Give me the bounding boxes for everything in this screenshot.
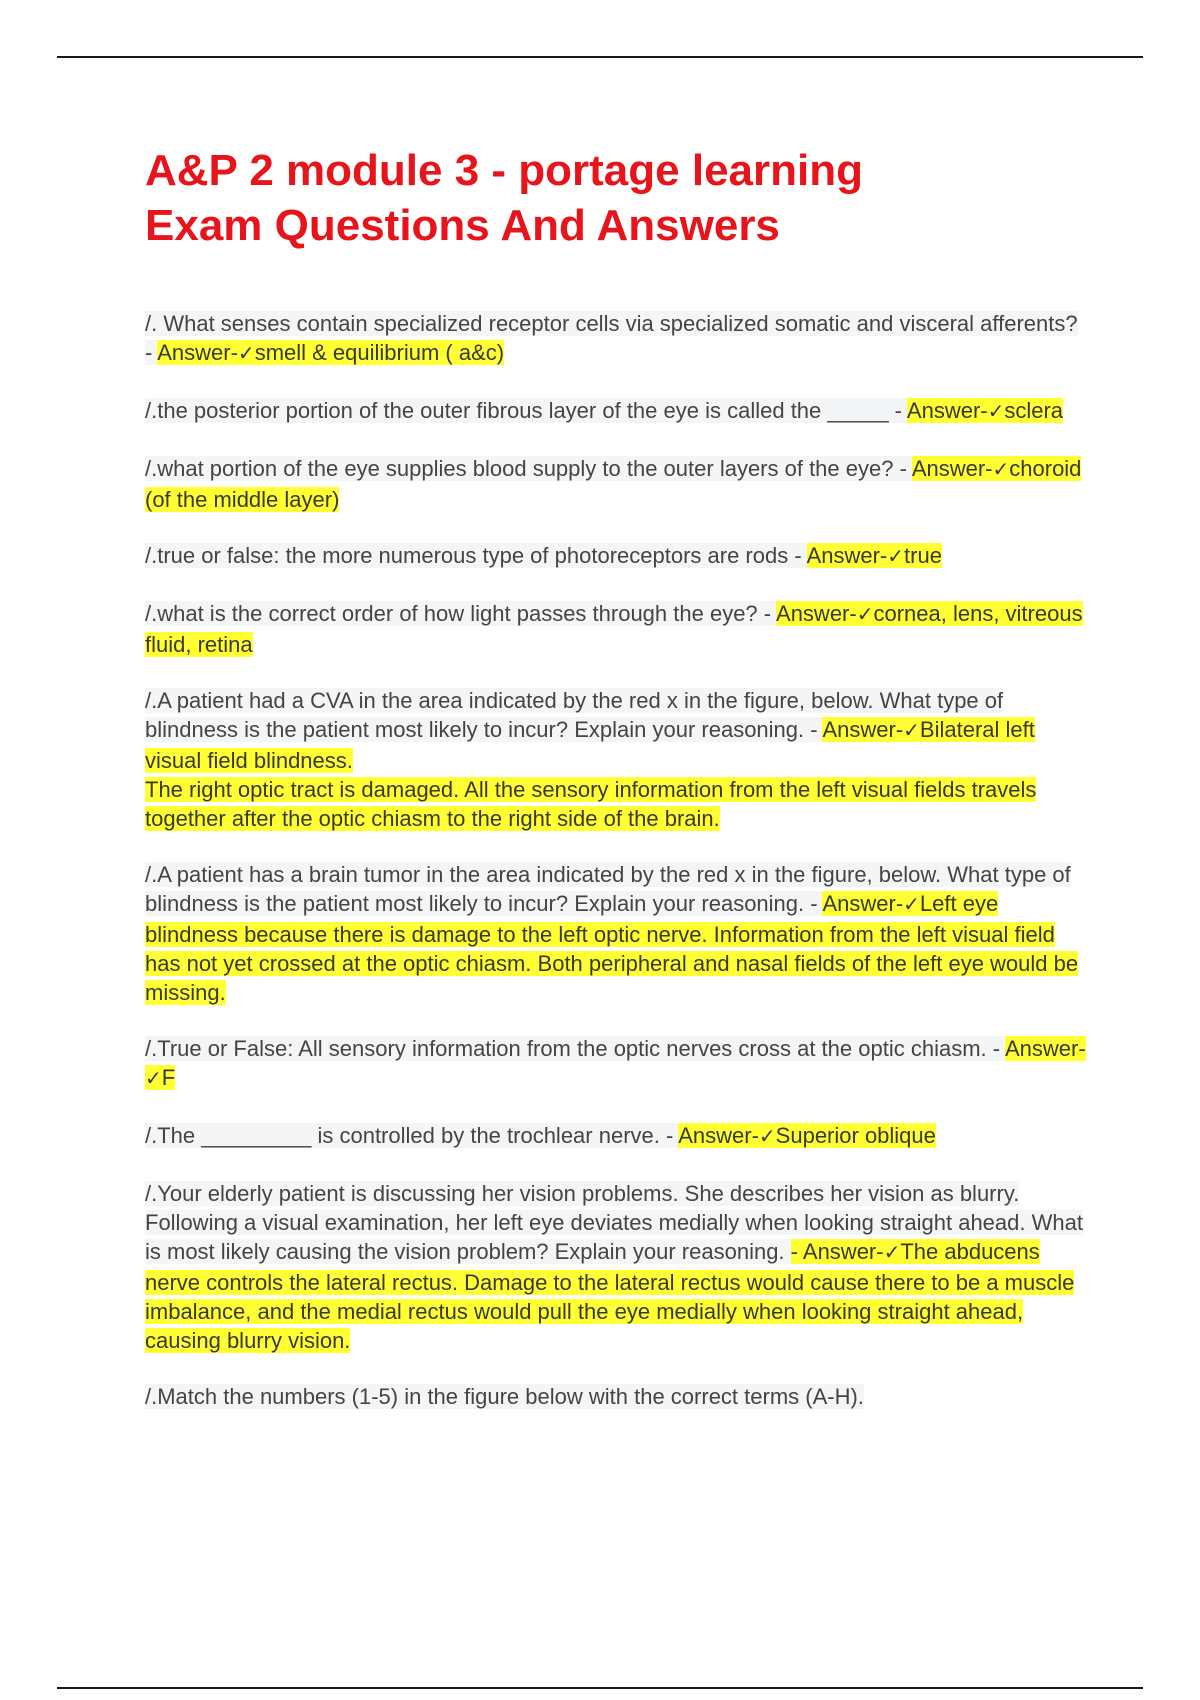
check-icon: ✓ — [987, 401, 1005, 423]
question-text: /.The _________ is controlled by the trochlear nerve. - — [145, 1123, 679, 1148]
qa-item — [145, 1382, 1090, 1411]
question-text: /.what portion of the eye supplies blood supply to the outer layers of the eye? - — [145, 456, 912, 481]
question-text: /.Your elderly patient is discussing her vision problems. She describes her vision as blurry. Following a visual examination, her left eye deviates medially when looking straight ahead. What is most likely causing the vision problem? Explain your reasoning. — [145, 1181, 1083, 1264]
answer-value: Left eye blindness because there is damage to the left optic nerve. Information from the left visual field has not yet crossed at the optic chiasm. Both peripheral and nasal fields of the left eye would be missing. — [145, 891, 1079, 1005]
check-icon: ✓ — [903, 720, 920, 742]
question-text: /.A patient has a brain tumor in the area indicated by the red x in the figure, below. What type of blindness is the patient most likely to incur? Explain your reasoning. - — [145, 862, 1071, 916]
answer-label: Answer- — [157, 340, 238, 365]
check-icon: ✓ — [856, 604, 874, 626]
answer-value: Bilateral left visual field blindness. — [145, 717, 1035, 773]
answer-label: Answer- — [906, 398, 988, 423]
answer-label: Answer- — [911, 456, 993, 481]
question-text: /.the posterior portion of the outer fibrous layer of the eye is called the _____ - — [145, 398, 907, 423]
answer-text — [678, 1123, 936, 1148]
check-icon: ✓ — [992, 459, 1010, 481]
answer-value: sclera — [1004, 398, 1064, 423]
question-text: /.true or false: the more numerous type of photoreceptors are rods - — [145, 543, 807, 568]
question-text: /.A patient had a CVA in the area indicated by the red x in the figure, below. What type of blindness is the patient most likely to incur? Explain your reasoning. - — [145, 688, 1004, 742]
check-icon: ✓ — [883, 1242, 901, 1264]
qa-item — [145, 396, 1090, 427]
document-title — [145, 143, 863, 253]
bottom-rule — [57, 1687, 1143, 1689]
answer-label: Answer- — [822, 891, 904, 916]
check-icon: ✓ — [758, 1126, 776, 1148]
question-text: /. What senses contain specialized receptor cells via specialized somatic and visceral afferents? - — [145, 311, 1078, 365]
title-line-1: A&P 2 module 3 - portage learning — [145, 146, 863, 195]
answer-value: The abducens nerve controls the lateral rectus. Damage to the lateral rectus would cause there to be a muscle imbalance, and the medial rectus would pull the eye medially when looking straight ahead, causing blurry vision. — [145, 1239, 1075, 1353]
qa-item — [145, 454, 1090, 514]
question-text: /.what is the correct order of how light passes through the eye? - — [145, 601, 777, 626]
qa-item — [145, 1034, 1090, 1094]
qa-item — [145, 599, 1090, 659]
qa-item — [145, 541, 1090, 572]
answer-label: Answer- — [806, 543, 888, 568]
qa-item — [145, 686, 1090, 833]
top-rule — [57, 56, 1143, 58]
qa-item — [145, 309, 1090, 369]
answer-label: Answer- — [1004, 1036, 1086, 1061]
check-icon: ✓ — [903, 894, 920, 916]
answer-label: Answer- — [802, 1239, 884, 1264]
qa-item — [145, 1179, 1090, 1355]
answer-value: cornea, lens, vitreous fluid, retina — [145, 601, 1083, 657]
answer-value: true — [904, 543, 942, 568]
check-icon: ✓ — [887, 546, 905, 568]
question-text: /.Match the numbers (1-5) in the figure below with the correct terms (A-H). — [145, 1384, 864, 1409]
answer-text — [807, 543, 942, 568]
title-line-2: Exam Questions And Answers — [145, 201, 780, 250]
answer-value: Superior oblique — [775, 1123, 936, 1148]
qa-item — [145, 1121, 1090, 1152]
check-icon: ✓ — [237, 343, 255, 365]
answer-explanation: The right optic tract is damaged. All the sensory information from the left visual fields travels together after the optic chiasm to the right side of the brain. — [145, 777, 1037, 831]
check-icon: ✓ — [145, 1068, 162, 1090]
answer-prefix: - — [790, 1239, 803, 1264]
answer-label: Answer- — [822, 717, 904, 742]
answer-text — [907, 398, 1063, 423]
answer-value: smell & equilibrium ( a&c) — [254, 340, 505, 365]
answer-text — [157, 340, 504, 365]
answer-value: choroid (of the middle layer) — [145, 456, 1082, 512]
question-text: /.True or False: All sensory information from the optic nerves cross at the optic chiasm. - — [145, 1036, 1005, 1061]
qa-list — [145, 309, 1090, 1438]
answer-value: F — [161, 1065, 176, 1090]
answer-label: Answer- — [776, 601, 857, 626]
answer-label: Answer- — [678, 1123, 759, 1148]
qa-item — [145, 860, 1090, 1007]
